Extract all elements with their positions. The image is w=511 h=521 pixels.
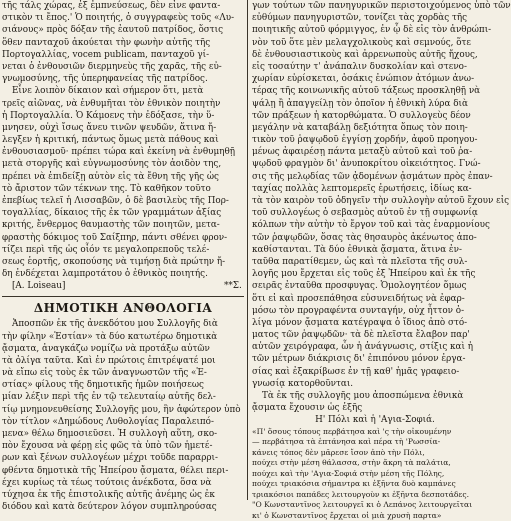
text-line: ψάλῃ ἢ ἀπαγγείλῃ τὸν ὁποῖον ἡ ἐθνικὴ λύρα διὰ <box>252 98 468 109</box>
text-line: τῶν πράξεων ἡ κατορθώματα. Ὁ συλλογεὺς δέον <box>252 110 471 121</box>
text-line: τὴν φίλην «Ἑστίαν» τὰ δύο κατωτέρω δημοτικὰ <box>2 331 218 342</box>
text-line: ἡ Πορτογαλλία. Ὁ Κάμοενς τὴν ἐδόξασε, τὴν ὕ- <box>2 110 215 121</box>
text-line: νὸν τοῦ ὅτε μὲν μελαγχολικοὺς καὶ σεμνούς, ὅτε <box>252 37 471 48</box>
text-line: μετὰ στοργῆς καὶ εὐγνωμοσύνης τὸν ἀοιδὸν της, <box>2 159 222 170</box>
text-line: ὅθεν πανταχοῦ ἀκούεται τὴν φωνὴν αὐτῆς τῆς <box>2 37 211 48</box>
essay-paragraph-1 <box>2 0 244 85</box>
text-line: ψῳδοῦ φραγμὸν δι' ἀνυποκρίτου οἰκειότητος. Γνώ- <box>252 159 481 170</box>
left-column <box>0 0 244 513</box>
text-line: μένως ἀφαιρέσῃ πάντα μεταξὺ αὐτοῦ καὶ τοῦ ῥα- <box>252 147 473 158</box>
essay-paragraph-2 <box>2 85 244 280</box>
text-line: πούχει καὶ τὴν 'Αγια-Σοφιά στὴν μέση τῆς Πόλης, <box>252 468 445 478</box>
text-line: μίαν λέξιν περὶ τῆς ἐν τῷ τελευταίῳ αὐτῆς δελ- <box>2 392 216 403</box>
text-line: ποιητικῆς αὐτοῦ φόρμιγγος, ἐν ᾧ δὲ εἰς τὸν ἀνθρώπι- <box>252 25 492 36</box>
text-line: σειρᾶς ἐνταῦθα προσφυγας. Ὁμολογητέον ὅμως <box>252 281 467 292</box>
text-line: κριτής, ἔνθερμος θαυμαστὴς τῶν ποιητῶν, μετα- <box>2 220 220 231</box>
text-line: τρεῖς αἰῶνας, νὰ ἐνθυμῆται τὸν ἐθνικὸν ποιητὴν <box>2 98 221 109</box>
right-column <box>252 0 511 520</box>
author-signature: [A. Loiseau] <box>12 281 66 292</box>
text-line: πὸν ἔχουσα νὰ φέρῃ εἰς φῶς τὰ ὑπὸ τῶν ἡμετέ- <box>2 441 213 452</box>
text-line: Ἀποσπῶν ἐκ τῆς ἀνεκδότου μου Συλλογῆς διὰ <box>12 319 218 330</box>
text-line: έχει κυρίως τὰ τέως τούτοις ἀνέκδοτα, ὅσα νὰ <box>2 477 212 488</box>
text-line: σιάνους» πρὸς δόξαν τῆς ἐαυτοῦ πατρίδος, ὅστις <box>2 25 224 36</box>
text-line: σίας καὶ ἐξακρίβωσε ἐν τῇ καθ' ἡμᾶς γραφειο- <box>252 366 460 377</box>
text-line: κι' ὁ Κωνσταντῖνος ἔρχεται οἱ μιὰ χρυσὴ παρτα» <box>252 510 442 520</box>
text-line: τῆς τάλς χώρας, ἐξ ἐμπνεύσεως, δὲν εἶνε φαντα- <box>2 1 221 11</box>
text-line: πούχει στὴν μέση θάλασσα, στὴν ἄκρη τὰ παλάτια, <box>252 458 451 468</box>
text-line: κόλπων τὴν αὐτὴν τὸ ἔργον τοῦ καὶ τὰς ἐναρμονίους <box>252 220 490 231</box>
text-line: φραστὴς δόκιμος τοῦ Σαίξπηρ, πάντι σθένει φρον- <box>2 232 228 243</box>
text-line: εἰς τοσαύτην τ' ἀνάπαλιν δυσκολίαν καὶ στενο- <box>252 61 467 72</box>
text-line: δὲ ἐνθουσιαστικοὺς καὶ ἀρρενωποὺς αὐτῆς ἤχους, <box>252 49 478 60</box>
text-line: καθίστανται. Τὰ δύο ἐθνικὰ ᾄσματα, ἅτινα ἐν- <box>252 244 462 255</box>
text-line: «Π' ὅσους τόπους περβάτησα καὶ 'ς τὴν οἰκουμένην <box>252 426 452 436</box>
text-line: πούχει τριακόσια σήμαντρα κι ἑξῆντα δυὸ καμπάνες <box>252 479 456 489</box>
text-line: τῶν ῥαψῳδῶν, ὅσας τὰς θησαυρὸς ἀκένωτος ἀπο- <box>252 232 477 243</box>
column-divider <box>247 0 248 500</box>
text-line: τικὸν τοῦ ῥαψῳδοῦ ἐγγίσῃ χορδήν, ἀφοῦ προηγου- <box>252 135 478 146</box>
text-line: Πορτογαλλίας, vocem publicam, πανταχοῦ γί- <box>2 49 210 60</box>
text-line: ᾄσματα, ἀναγκάζω νομίζω νὰ προτάξω αὐτῶν <box>2 343 210 354</box>
collection-paragraph <box>252 0 511 390</box>
text-line: ᾄσματα ἔχουσιν ὡς ἑξῆς <box>252 403 363 414</box>
text-line: μνησεν, οὐχὶ ἴσως ἄνευ τινῶν ψευδῶν, ἅτινα ἤ- <box>2 122 217 133</box>
text-line: μεγάλην νὰ καταβάλῃ δεξιότητα ὅπως τὸν ποιη- <box>252 122 468 133</box>
text-line: τέρας τῆς κοινωνικῆς αὐτοῦ τάξεως προσκληθῇ νὰ <box>252 86 481 97</box>
text-line: λογῆς μου ἔρχεται εἰς τοῦς ἐξ Ἠπείρου καὶ ἐκ τῆς <box>252 269 476 280</box>
text-line: ταχίας πολλὰς λεπτομερεῖς ἐρωτήσεις, ἰδίως κα- <box>252 183 472 194</box>
text-line: εὐθύμων πανηγυριστῶν, τονίζει τὰς χορδὰς τῆς <box>252 13 468 24</box>
poem-title: Η' Πόλι καὶ ἡ 'Αγια-Σοφιά. <box>315 415 435 426</box>
text-line: τοῦ συλλογέως ὁ σεβασμὸς αὐτοῦ ἐν τῇ συμφωνίᾳ <box>252 208 478 219</box>
text-line: σεως ἑορτῆς, σκοπούσης νὰ τιμήσῃ διὰ πρώτην ἤ- <box>2 256 226 267</box>
text-line: γων τούτων τῶν πανηγυρικῶν περιστοιχούμενος ὑπὸ τῶν <box>252 1 511 11</box>
text-line: μόσω τὸν προγραφέντα συνταγήν, οὐχ ἧττον ὀ- <box>252 305 465 316</box>
text-line: ἐνθουσιασμοῦ· πρέπει τώρα καὶ ἐκείνη νὰ ἐνθυμηθῇ <box>2 147 236 158</box>
text-line: τογαλλίας, δίκαιος τῆς ἐκ τῶν γραμμάτων ἀξίας <box>2 208 222 219</box>
text-line: διόδου καὶ κατὰ δεύτερον λόγον συμπληρούσας <box>2 502 217 513</box>
text-line: "Ο Κωνσταντῖνος λειτουργεῖ κι ὁ Λεπάνος λειτουργεῖται <box>252 500 473 510</box>
text-line: νεται ὁ ἐνθουσιῶν διερμηνεὺς τῆς χαρᾶς, τῆς εὐ- <box>2 61 222 72</box>
text-line: ὅτι εἰ καὶ προσεπάθησα εὐσυνειδήτως νὰ ἐφαρ- <box>252 293 465 304</box>
text-line: αὐτῶν χειρόγραφα, ὧν ἡ ἀνάγνωσις, στίξις καὶ ἡ <box>252 342 473 353</box>
text-line: τύχησα ἐκ τῆς ἐπιστολικῆς αὐτῆς ἀνέμης ὡς ἐκ <box>2 489 215 500</box>
text-line: στικὸν τι ἔπος.' Ὁ ποιητής, ὁ συγγραφεὺς τοῦς «Λυ- <box>2 13 235 24</box>
text-line: τίζει περὶ τῆς ὡς οἷόν τε μεγαλοπρεποῦς τελέ- <box>2 244 210 255</box>
text-line: σις τῆς μελῳδίας τῶν ᾀδομένων ᾀσμάτων πρὸς ἐπαν- <box>252 171 493 182</box>
poem-verses <box>252 427 498 521</box>
text-line: ταῦθα παρατίθεμεν, ὡς καὶ τὰ πλεῖστα τῆς συλ- <box>252 256 468 267</box>
text-line: τριακόσιοι παπάδες λειτουργοὺν κι ἑξῆντα δεσποτάδες. <box>252 489 470 499</box>
text-line: Εἶνε λοιπὸν δίκαιον καὶ σήμερον ὅτι, μετὰ <box>12 86 204 97</box>
text-line: κάνεις τόπος δὲν μᾶρεσε ἴσον ἀπὸ τὴν Πόλι, <box>252 447 425 457</box>
text-line: μενα» θέλω δημοσιεῦσει. Ἡ συλλογὴ αὕτη, σκο- <box>2 429 218 439</box>
text-line: φθέντα δημοτικὰ τῆς Ἠπείρου ᾄσματα, θέλει περι- <box>2 465 229 476</box>
text-line: νὰ εἴπω εἰς τοὺς ἐκ τῶν ἀναγνωστῶν τῆς «Ἑ- <box>2 368 207 379</box>
text-line: Τὰ ἐκ τῆς συλλογῆς μου ἀποσπώμενα ἐθνικὰ <box>262 391 464 401</box>
text-line: τὸ ἄριστον τῶν τέκνων της. Τὸ καθῆκον τοῦτο <box>2 183 211 194</box>
author-mark: **Σ. <box>224 281 242 292</box>
text-line: τὰ τὸν καιρὸν τοῦ ὁδηγεῖν τὴν συλλογὴν αὐτοῦ ἔχουν εἰς <box>252 196 510 206</box>
text-line: στίας» φίλους τῆς δημοτικῆς ἡμῶν ποιήσεως <box>2 380 204 391</box>
text-line: ματος τῶν ῥαψῳδῶν· τὰ δὲ πλεῖστα ἔλαβον παρ' <box>252 330 470 341</box>
section-title: ΔΗΜΟΤΙΚΗ ΑΝΘΟΛΟΓΙΑ <box>2 296 244 316</box>
text-line: τῶν μέτρων διάκρισις δι' ἐπιπόνου μόνον ἐργα- <box>252 354 466 365</box>
article-attribution <box>2 280 244 293</box>
text-line: — περβάτησα τὰ ἑπτάνησα καὶ πέρα τὴ 'Ρωσσία- <box>252 437 441 447</box>
songs-intro-paragraph <box>252 390 498 414</box>
anthology-intro-paragraph <box>2 318 244 513</box>
text-line: δη ἐνδέχεται λαμπροτάτου ὁ ἐθνικὸς ποιητής. <box>2 269 208 280</box>
text-line: γνωσίᾳ κατορθοῦνται. <box>252 378 354 389</box>
text-line: τὰ ὀλίγα ταῦτα. Καὶ ἐν πρώτοις ἐπιτρέψατέ μοι <box>2 355 216 366</box>
text-line: χωρίαν εὑρίσκεται, ὁσάκις ἐνώπιον ἀτόμων ἀνω- <box>252 74 475 85</box>
text-line: πρέπει νὰ ἐπιδείξῃ αὐτὸν εἰς τὰ ἔθνη τῆς γῆς ὡς <box>2 171 219 182</box>
text-line: ρων καὶ ξένων συλλογέων μέχρι τοῦδε παραρρι- <box>2 453 218 464</box>
text-line: ἐπεβίως τελεῖ ἡ Λισσαβῶν, ὁ δὲ βασιλεὺς τῆς Πορ- <box>2 196 229 206</box>
text-line: γνωμοσύνης, τῆς ὑπερηφανείας τῆς πατρίδος. <box>2 74 208 85</box>
text-line: λίγα μόνον ᾄσματα κατέγραψα ὁ ἴδιος ἀπὸ στό- <box>252 317 468 328</box>
text-line: τὸν τίτλον «Δημώδους Λυθολογίας Παραλειπό- <box>2 416 214 427</box>
text-line: τίῳ μνημονευθείσης Συλλογῆς μου, ἣν ἀφώτερον ὑπὸ <box>2 404 241 415</box>
text-line: λεγξεν ἡ κριτική, πάντως ὅμως μετὰ πάθους καὶ <box>2 135 219 146</box>
